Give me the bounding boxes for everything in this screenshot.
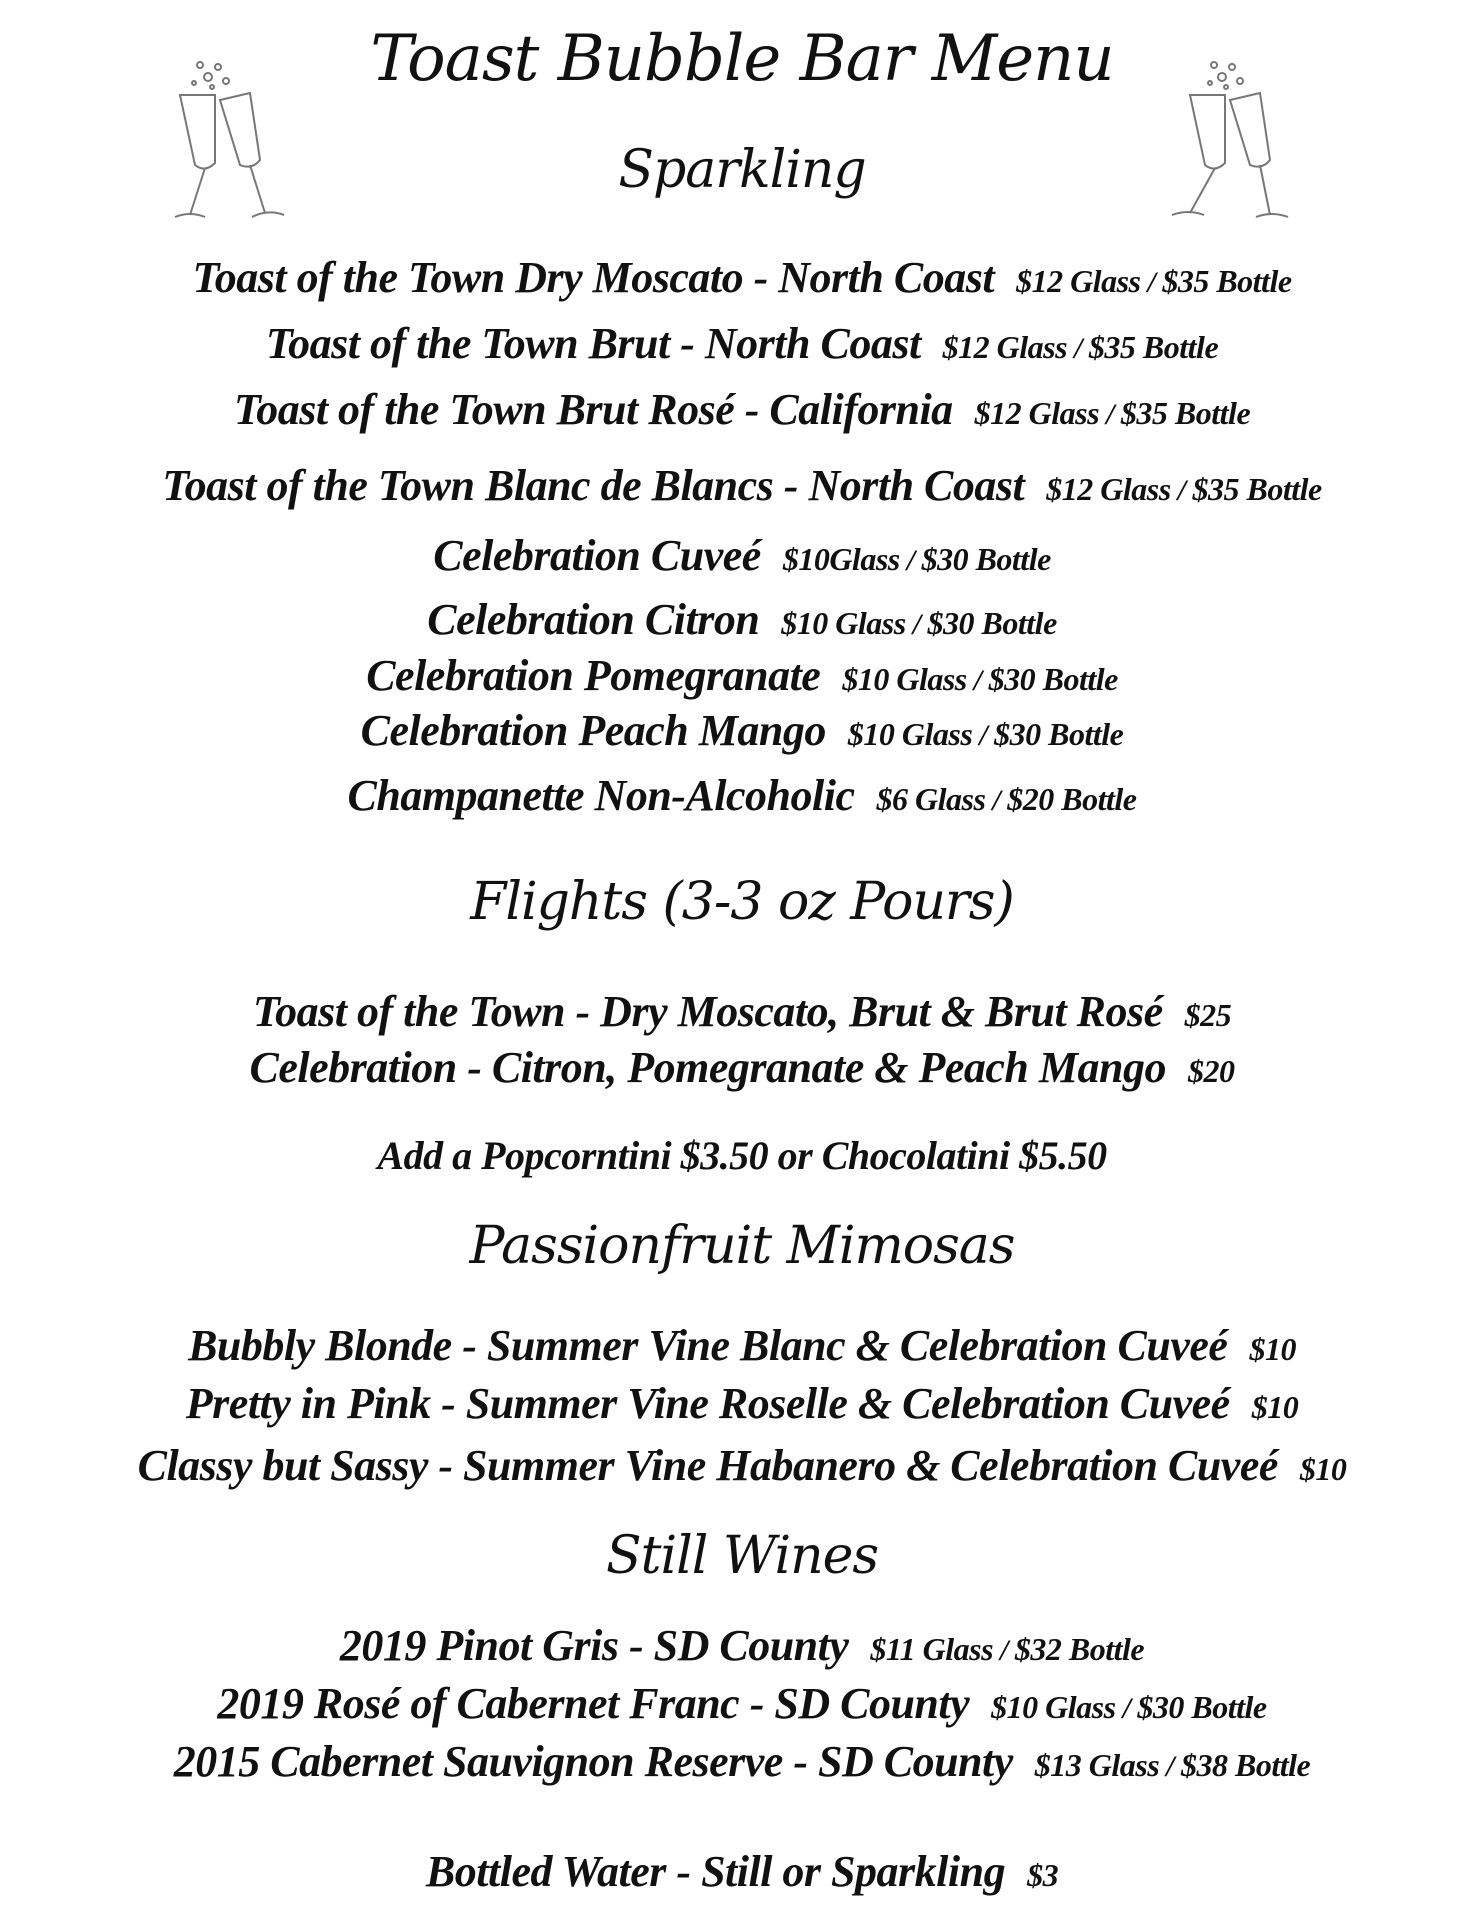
item-name: Toast of the Town Blanc de Blancs - North Coast — [162, 461, 1025, 510]
glass-price: $10Glass — [782, 541, 900, 577]
bottle-price: $38 Bottle — [1181, 1747, 1311, 1783]
item-name: 2019 Pinot Gris - SD County — [339, 1621, 849, 1670]
item-name: 2019 Rosé of Cabernet Franc - SD County — [217, 1679, 970, 1728]
list-item: Toast of the Town Brut - North Coast $12 Glass / $35 Bottle — [265, 319, 1219, 368]
glass-price: $10 Glass — [781, 605, 906, 641]
item-name: Champanette Non-Alcoholic — [347, 771, 855, 820]
item-name: Toast of the Town - Dry Moscato, Brut & Brut Rosé — [252, 987, 1163, 1036]
item-name: Celebration Cuveé — [433, 531, 761, 580]
bottle-price: $35 Bottle — [1088, 329, 1219, 365]
list-item: Toast of the Town Brut Rosé - California $12 Glass / $35 Bottle — [233, 385, 1251, 434]
list-item: Celebration Citron $10 Glass / $30 Bottle — [427, 595, 1057, 644]
glass-price: $12 Glass — [942, 329, 1068, 365]
bottle-price: $35 Bottle — [1162, 263, 1292, 299]
item-name: Celebration Citron — [427, 595, 760, 644]
section-heading-sparkling: Sparkling — [618, 140, 866, 200]
item-name: Celebration Peach Mango — [360, 706, 826, 755]
item-name: Celebration - Citron, Pomegranate & Peach Mango — [249, 1043, 1166, 1092]
glass-price: $10 Glass — [991, 1689, 1116, 1725]
list-item: 2019 Rosé of Cabernet Franc - SD County $10 Glass / $30 Bottle — [217, 1679, 1267, 1728]
section-heading-flights: Flights (3-3 oz Pours) — [470, 872, 1014, 932]
bottle-price: $30 Bottle — [1137, 1689, 1267, 1725]
glass-price: $6 Glass — [876, 781, 986, 817]
bottle-price: $32 Bottle — [1014, 1631, 1145, 1667]
item-price: $3 — [1027, 1857, 1059, 1893]
item-name: Toast of the Town Dry Moscato - North Coast — [192, 253, 995, 302]
glass-price: $12 Glass — [1016, 263, 1141, 299]
bottle-price: $35 Bottle — [1192, 471, 1322, 507]
bottle-price: $35 Bottle — [1120, 395, 1251, 431]
menu-title: Toast Bubble Bar Menu — [370, 22, 1114, 96]
list-item — [0, 1042, 1484, 1093]
glass-price: $10 Glass — [842, 661, 967, 697]
item-name: Pretty in Pink - Summer Vine Roselle & Celebration Cuveé — [185, 1379, 1230, 1428]
item-price: $10 — [1251, 1389, 1299, 1425]
bottle-price: $30 Bottle — [927, 605, 1057, 641]
bottle-price: $20 Bottle — [1007, 781, 1137, 817]
glass-price: $12 Glass — [974, 395, 1100, 431]
list-item — [0, 1846, 1484, 1897]
glass-price: $12 Glass — [1046, 471, 1171, 507]
item-name: Toast of the Town Brut - North Coast — [265, 319, 921, 368]
item-name: 2015 Cabernet Sauvignon Reserve - SD County — [173, 1737, 1013, 1786]
list-item — [0, 1440, 1484, 1491]
item-name: Classy but Sassy - Summer Vine Habanero & Celebration Cuveé — [137, 1441, 1278, 1490]
item-name: Toast of the Town Brut Rosé - California — [233, 385, 953, 434]
list-item: 2015 Cabernet Sauvignon Reserve - SD County $13 Glass / $38 Bottle — [173, 1737, 1311, 1786]
list-item — [0, 1320, 1484, 1371]
item-price: $10 — [1249, 1331, 1296, 1367]
item-price: $20 — [1187, 1053, 1235, 1089]
glass-price: $11 Glass — [870, 1631, 994, 1667]
section-heading-still-wines: Still Wines — [605, 1526, 879, 1586]
list-item: Toast of the Town Blanc de Blancs - North Coast $12 Glass / $35 Bottle — [162, 461, 1322, 510]
list-item — [0, 986, 1484, 1037]
list-item: Toast of the Town Dry Moscato - North Coast $12 Glass / $35 Bottle — [192, 253, 1292, 302]
bottle-price: $30 Bottle — [988, 661, 1118, 697]
list-item: Champanette Non-Alcoholic $6 Glass / $20 Bottle — [347, 771, 1137, 820]
item-name: Bubbly Blonde - Summer Vine Blanc & Celebration Cuveé — [188, 1321, 1228, 1370]
glass-price: $13 Glass — [1034, 1747, 1160, 1783]
list-item: Celebration Pomegranate $10 Glass / $30 Bottle — [366, 651, 1118, 700]
bottle-price: $30 Bottle — [994, 716, 1124, 752]
item-name: Bottled Water - Still or Sparkling — [425, 1847, 1006, 1896]
flight-addon: Add a Popcorntini $3.50 or Chocolatini $5.50 — [377, 1133, 1107, 1178]
list-item: Celebration Cuveé $10Glass / $30 Bottle — [433, 531, 1051, 580]
glass-price: $10 Glass — [847, 716, 973, 752]
item-name: Celebration Pomegranate — [366, 651, 821, 700]
list-item — [0, 1378, 1484, 1429]
list-item: 2019 Pinot Gris - SD County $11 Glass / $32 Bottle — [339, 1621, 1145, 1670]
item-price: $25 — [1184, 997, 1232, 1033]
bottle-price: $30 Bottle — [921, 541, 1051, 577]
section-heading-mimosas: Passionfruit Mimosas — [469, 1216, 1015, 1276]
item-price: $10 — [1299, 1451, 1347, 1487]
list-item: Celebration Peach Mango $10 Glass / $30 Bottle — [360, 706, 1124, 755]
